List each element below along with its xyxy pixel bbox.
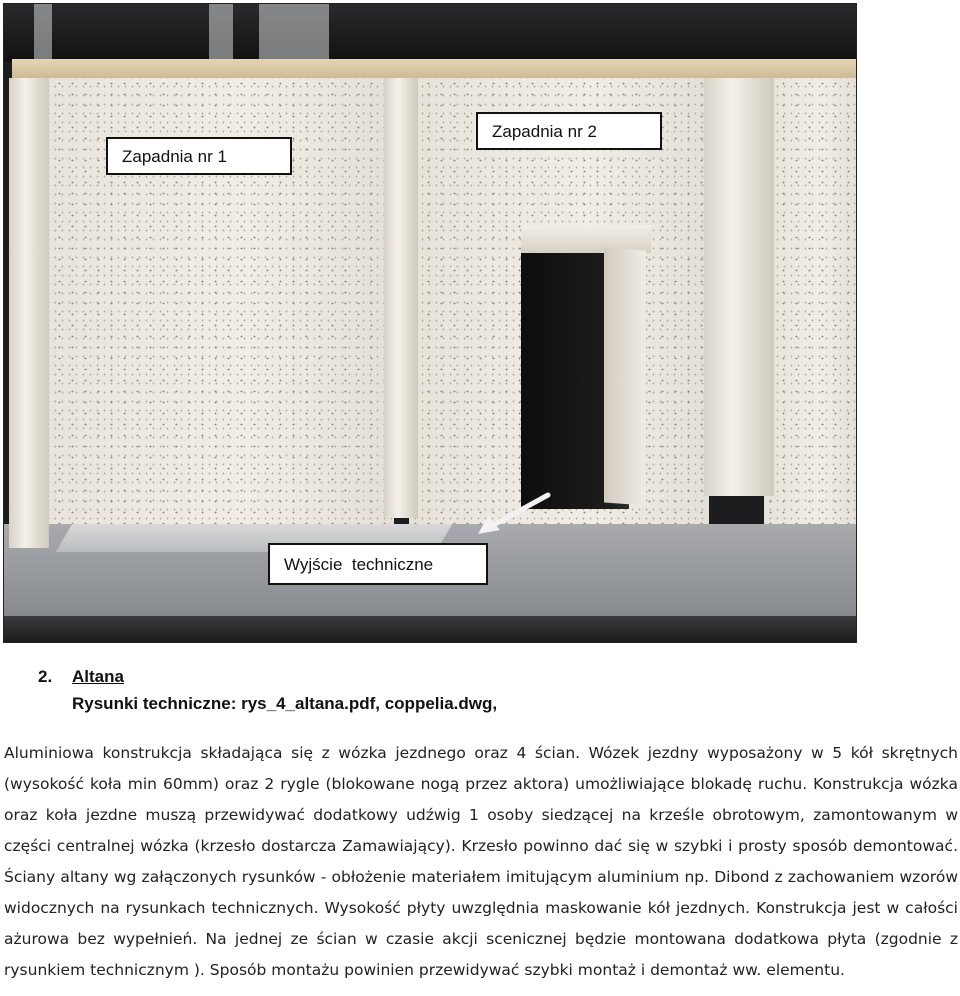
photo-pillar-left	[9, 78, 49, 548]
photo-background-dark	[4, 4, 856, 62]
photo-wall-right	[764, 78, 857, 538]
photo-foreground-dark	[4, 616, 856, 643]
callout-trapdoor-1: Zapadnia nr 1	[106, 137, 292, 175]
section-heading	[38, 667, 124, 687]
photo-pillar-right	[704, 78, 774, 496]
callout-trapdoor-2: Zapadnia nr 2	[476, 112, 662, 150]
photo-door-jamb	[604, 248, 646, 506]
section-title: Altana	[72, 667, 124, 686]
photo-top-ledge	[12, 59, 857, 79]
section-number: 2.	[38, 667, 53, 686]
arrow-icon	[474, 490, 554, 540]
callout-technical-exit: Wyjście techniczne	[268, 543, 488, 585]
description-paragraph: Aluminiowa konstrukcja składająca się z wózka jezdnego oraz 4 ścian. Wózek jezdny wyposażony w 5 kół skrętnych (wysokość koła min 60mm) oraz 2 rygle (blokowane nogą przez aktora) umożliwiające blokadę ruchu. Konstrukcja wózka oraz koła jezdne muszą przewidywać dodatkowy udźwig 1 osoby siedzącej na krześle obrotowym, zamontowanym w części centralnej wózka (krzesło dostarcza Zamawiający). Krzesło powinno dać się w szybki i prosty sposób demontować. Ściany altany wg załączonych rysunków - obłożenie materiałem imitującym aluminium np. Dibond z zachowaniem wzorów widocznych na rysunkach technicznych. Wysokość płyty uwzględnia maskowanie kół jezdnych. Konstrukcja jest w całości ażurowa bez wypełnień. Na jednej ze ścian w czasie akcji scenicznej będzie montowana dodatkowa płyta (zgodnie z rysunkiem technicznym ). Sposób montażu powinien przewidywać szybki montaż i demontaż ww. elementu.	[4, 744, 958, 979]
photo-pillar-middle	[384, 78, 418, 518]
photo-background-window	[259, 4, 329, 62]
photo-background-window	[209, 4, 233, 62]
photo-background-window	[34, 4, 52, 62]
technical-drawings-line: Rysunki techniczne: rys_4_altana.pdf, coppelia.dwg,	[72, 694, 498, 713]
